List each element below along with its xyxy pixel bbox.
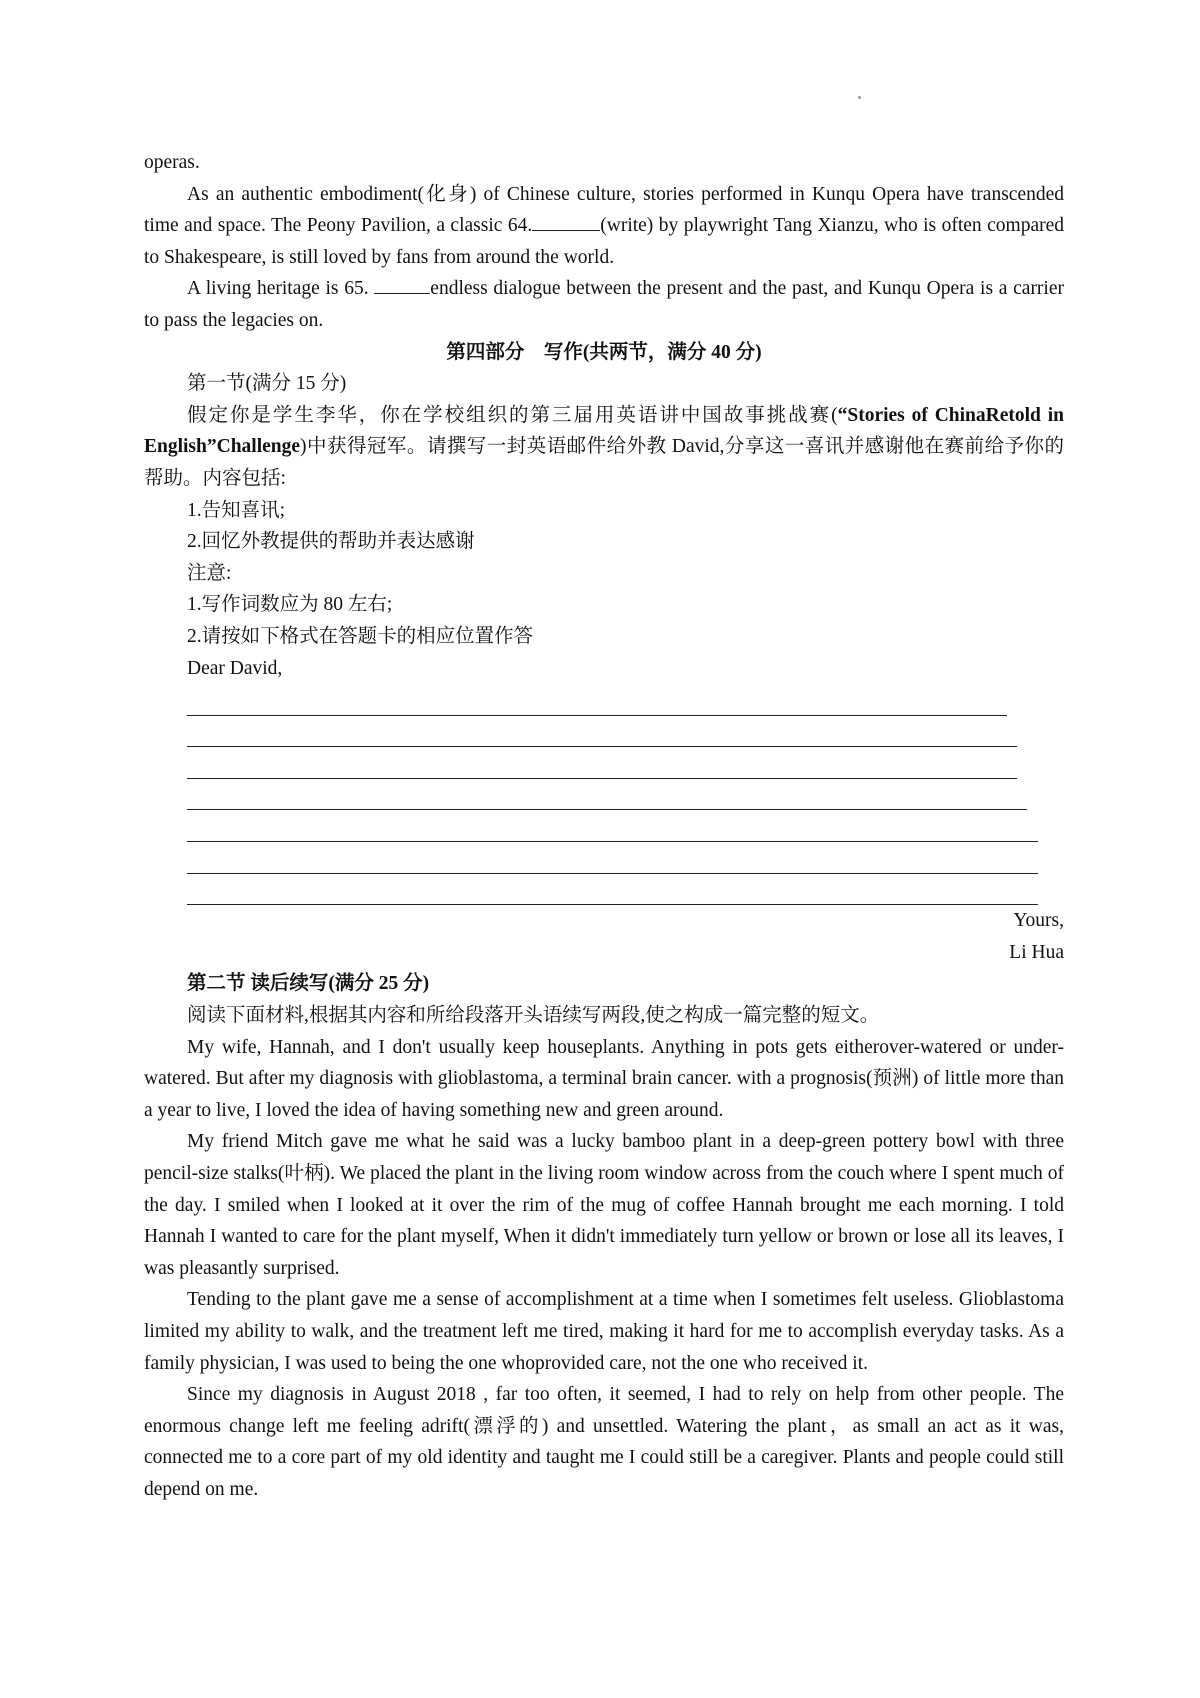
answer-line[interactable]	[187, 779, 1027, 811]
section1-title: 第一节(满分 15 分)	[187, 373, 347, 395]
answer-line[interactable]	[187, 747, 1017, 779]
page-mark	[858, 96, 861, 99]
answer-line[interactable]	[187, 810, 1038, 842]
story-paragraph-3: Tending to the plant gave me a sense of accomplishment at a time when I sometimes felt useless. Glioblastoma limited my ability to walk, and the treatment left me tired, making it hard for me to accomplish everyday tasks. As a family physician, I was used to being the one whoprovided care, not the one who received it.	[144, 1289, 1064, 1374]
note-label: 注意:	[187, 562, 232, 584]
section2-title: 第二节 读后续写(满分 25 分)	[187, 973, 430, 995]
passage-line-operas: operas.	[144, 152, 200, 173]
passage-paragraph-1: As an authentic embodiment(化身) of Chinese culture, stories performed in Kunqu Opera have transcended time and space. The Peony Pavilion, a classic 64. (write) by playwright Tang Xianzu, who is often compared to Shakespeare, is still loved by fans from around the world.	[144, 183, 1065, 268]
signature: Li Hua	[1009, 941, 1064, 963]
section2-instruction: 阅读下面材料,根据其内容和所给段落开头语续写两段,使之构成一篇完整的短文。	[187, 1005, 880, 1027]
blank-65	[374, 275, 430, 294]
passage-paragraph-2: A living heritage is 65. endless dialogue between the present and the past, and Kunqu Opera is a carrier to pass the legacies on.	[144, 273, 1064, 336]
prompt-item-1: 1.告知喜讯;	[187, 499, 286, 521]
salutation: Dear David,	[187, 657, 283, 679]
answer-line[interactable]	[187, 684, 1007, 716]
story-paragraph-4: Since my diagnosis in August 2018 , far too often, it seemed, I had to rely on help from other people. The enormous change left me feeling adrift(漂浮的) and unsettled. Watering the plant，as small an act as it was, connected me to a core part of my old identity and taught me I could still be a caregiver. Plants and people could still depend on me.	[144, 1384, 1064, 1500]
writing-prompt: 假定你是学生李华，你在学校组织的第三届用英语讲中国故事挑战赛(“Stories of ChinaRetold in English”Challenge)中获得冠军。请撰写一封英语邮件给外教 David,分享这一喜讯并感谢他在赛前给予你的帮助。内容包括:	[144, 404, 1064, 489]
closing: Yours,	[1013, 910, 1064, 932]
story-paragraph-2: My friend Mitch gave me what he said was a lucky bamboo plant in a deep-green pottery bowl with three pencil-size stalks(叶柄). We placed the plant in the living room window across from the couch where I spent much of the day. I smiled when I looked at it over the rim of the mug of coffee Hannah brought me each morning. I told Hannah I wanted to care for the plant myself, When it didn't immediately turn yellow or brown or lose all its leaves, I was pleasantly surprised.	[144, 1131, 1064, 1279]
note-item-1: 1.写作词数应为 80 左右;	[187, 594, 393, 616]
story-paragraph-1: My wife, Hannah, and I don't usually keep houseplants. Anything in pots gets eitherover-watered or under-watered. But after my diagnosis with glioblastoma, a terminal brain cancer. with a prognosis(预洲) of little more than a year to live, I loved the idea of having something new and green around.	[144, 1036, 1064, 1121]
note-item-2: 2.请按如下格式在答题卡的相应位置作答	[187, 625, 534, 647]
blank-64	[532, 212, 600, 231]
part4-heading: 第四部分 写作(共两节，满分 40 分)	[446, 341, 762, 363]
answer-line[interactable]	[187, 716, 1017, 748]
prompt-item-2: 2.回忆外教提供的帮助并表达感谢	[187, 531, 475, 553]
answer-line[interactable]	[187, 842, 1038, 874]
page-content	[144, 147, 1064, 1506]
answer-line[interactable]	[187, 874, 1038, 906]
